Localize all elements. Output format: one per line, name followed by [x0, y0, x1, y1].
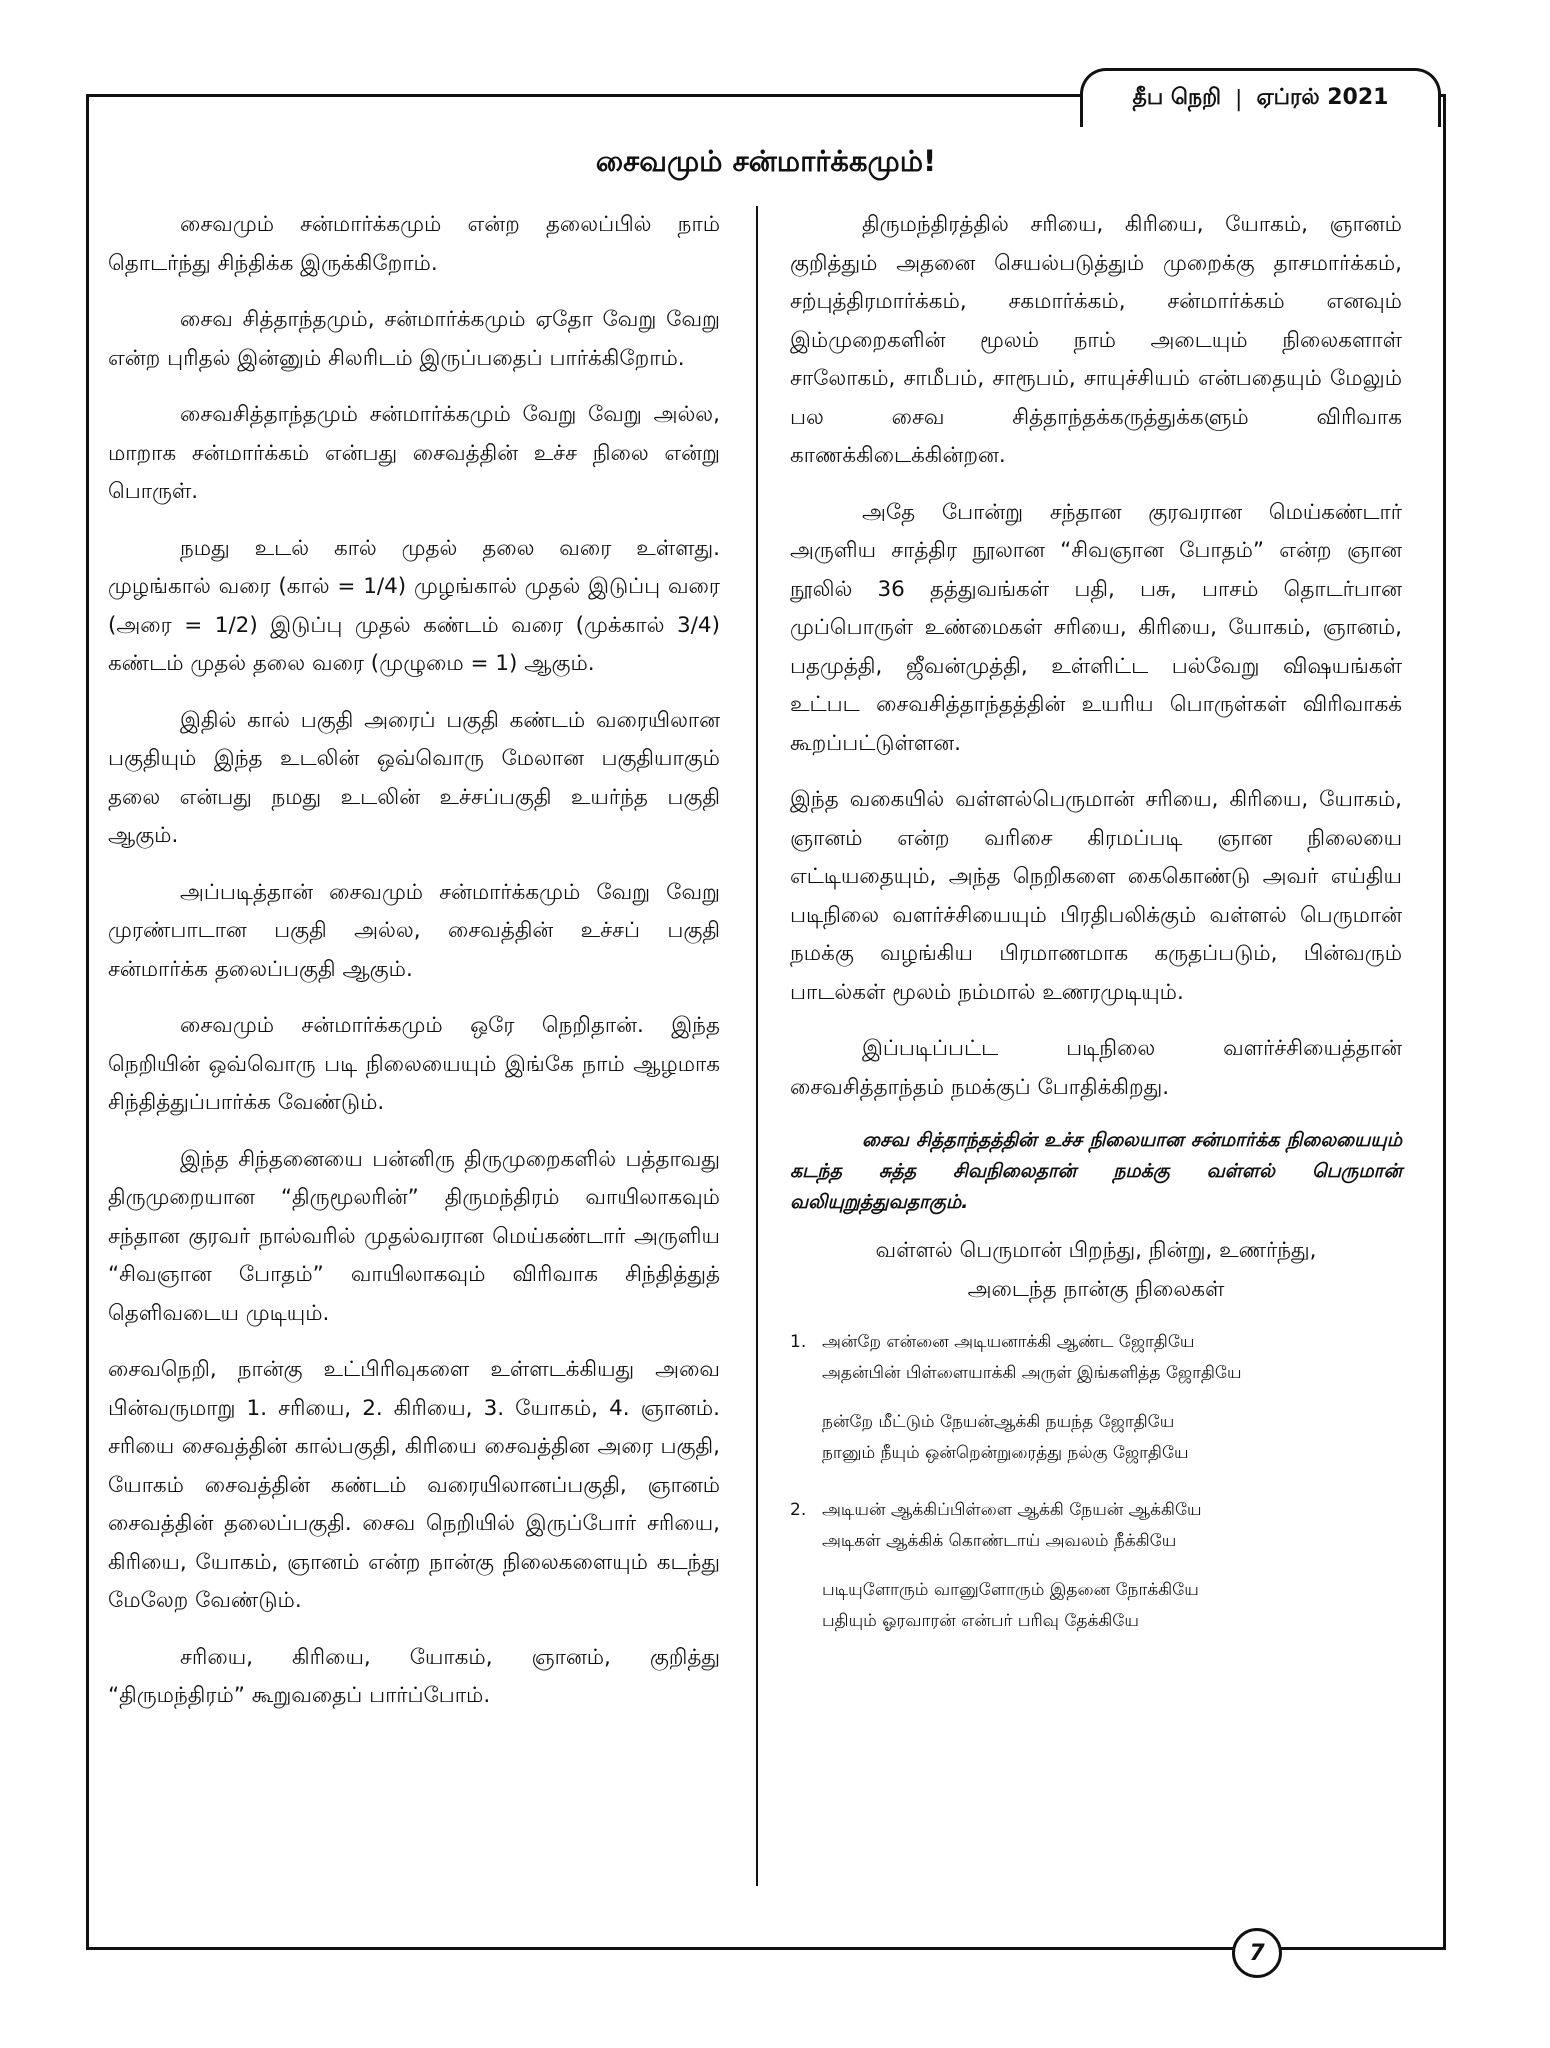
stages-heading-line: வள்ளல் பெருமான் பிறந்து, நின்று, உணர்ந்து,	[875, 1238, 1317, 1263]
verse-number: 2.	[790, 1500, 807, 1520]
verse-line: படியுளோரும் வானுளோரும் இதனை நோக்கியே	[822, 1580, 1199, 1600]
paragraph: திருமந்திரத்தில் சரியை, கிரியை, யோகம், ஞானம் குறித்தும் அதனை செயல்படுத்தும் முறைக்கு தாசமார்க்கம், சற்புத்திரமார்க்கம், சகமார்க்கம், சன்மார்க்கம் எனவும் இம்முறைகளின் மூலம் நாம் அடையும் நிலைகளாள் சாலோகம், சாமீபம், சாரூபம், சாயுச்சியம் என்பதையும் மேலும் பல சைவ சித்தாந்தக்கருத்துக்களும் விரிவாக காணக்கிடைக்கின்றன.	[790, 212, 1402, 468]
verse-line: அடியன் ஆக்கிப்பிள்ளை ஆக்கி நேயன் ஆக்கியே	[822, 1500, 1202, 1520]
column-divider	[756, 206, 758, 1886]
paragraph: சைவமும் சன்மார்க்கமும் ஒரே நெறிதான். இந்த நெறியின் ஒவ்வொரு படி நிலையையும் இங்கே நாம் ஆழமாக சிந்தித்துப்பார்க்க வேண்டும்.	[108, 1013, 720, 1115]
verse-line: பதியும் ஓரவாரன் என்பர் பரிவு தேக்கியே	[822, 1611, 1139, 1631]
issue-date: ஏப்ரல் 2021	[1256, 85, 1389, 110]
paragraph: சைவ சித்தாந்தமும், சன்மார்க்கமும் ஏதோ வேறு வேறு என்ற புரிதல் இன்னும் சிலரிடம் இருப்பதைப் பார்க்கிறோம்.	[108, 307, 720, 371]
stages-heading	[790, 1232, 1402, 1309]
verse-line: நானும் நீயும் ஒன்றென்றுரைத்து நல்கு ஜோதியே	[822, 1443, 1189, 1463]
page-number: 7	[1232, 1928, 1282, 1978]
paragraph: இந்த சிந்தனையை பன்னிரு திருமுறைகளில் பத்தாவது திருமுறையான “திருமூலரின்” திருமந்திரம் வாயிலாகவும் சந்தான குரவர் நால்வரில் முதல்வரான மெய்கண்டார் அருளிய “சிவஞான போதம்” வாயிலாகவும் விரிவாக சிந்தித்துத் தெளிவடைய முடியும்.	[108, 1146, 720, 1326]
left-column	[108, 206, 720, 1734]
paragraph: இந்த வகையில் வள்ளல்பெருமான் சரியை, கிரியை, யோகம், ஞானம் என்ற வரிசை கிரமப்படி ஞான நிலையை எட்டியதையும், அந்த நெறிகளை கைகொண்டு அவர் எய்திய படிநிலை வளர்ச்சியையும் பிரதிபலிக்கும் வள்ளல் பெருமான் நமக்கு வழங்கிய பிரமாணமாக கருதப்படும், பின்வரும் பாடல்கள் மூலம் நம்மால் உணரமுடியும்.	[790, 787, 1402, 1005]
paragraph: அதே போன்று சந்தான குரவரான மெய்கண்டார் அருளிய சாத்திர நூலான “சிவஞான போதம்” என்ற ஞான நூலில் 36 தத்துவங்கள் பதி, பசு, பாசம் தொடர்பான முப்பொருள் உண்மைகள் சரியை, கிரியை, யோகம், ஞானம், பதமுத்தி, ஜீவன்முத்தி, உள்ளிட்ட பல்வேறு விஷயங்கள் உட்பட சைவசித்தாந்தத்தின் உயரிய பொருள்கள் விரிவாகக் கூறப்பட்டுள்ளன.	[790, 499, 1402, 756]
verse-number: 1.	[790, 1332, 807, 1352]
verse-line: நன்றே மீட்டும் நேயன்ஆக்கி நயந்த ஜோதியே	[822, 1412, 1175, 1432]
verse-list	[790, 1327, 1402, 1655]
article-title: சைவமும் சன்மார்க்கமும்!	[595, 144, 937, 178]
right-column	[790, 206, 1402, 1663]
paragraph: சைவநெறி, நான்கு உட்பிரிவுகளை உள்ளடக்கியது அவை பின்வருமாறு 1. சரியை, 2. கிரியை, 3. யோகம், 4. ஞானம். சரியை சைவத்தின் கால்பகுதி, கிரியை சைவத்தின அரை பகுதி, யோகம் சைவத்தின் கண்டம் வரையிலானப்பகுதி, ஞானம் சைவத்தின் தலைப்பகுதி. சைவ நெறியில் இருப்போர் சரியை, கிரியை, யோகம், ஞானம் என்ற நான்கு நிலைகளையும் கடந்து மேலேற வேண்டும்.	[108, 1357, 720, 1613]
paragraph: அப்படித்தான் சைவமும் சன்மார்க்கமும் வேறு வேறு முரண்பாடான பகுதி அல்ல, சைவத்தின் உச்சப் பகுதி சன்மார்க்க தலைப்பகுதி ஆகும்.	[108, 879, 720, 982]
paragraph: சரியை, கிரியை, யோகம், ஞானம், குறித்து “திருமந்திரம்” கூறுவதைப் பார்ப்போம்.	[108, 1644, 720, 1708]
magazine-header	[1080, 68, 1441, 127]
stages-heading-line: அடைந்த நான்கு நிலைகள்	[967, 1276, 1225, 1302]
paragraph: சைவமும் சன்மார்க்கமும் என்ற தலைப்பில் நாம் தொடர்ந்து சிந்திக்க இருக்கிறோம்.	[108, 212, 720, 276]
magazine-name: தீப நெறி	[1132, 85, 1222, 110]
verse-line: அன்றே என்னை அடியனாக்கி ஆண்ட ஜோதியே	[822, 1332, 1195, 1352]
paragraph: இப்படிப்பட்ட படிநிலை வளர்ச்சியைத்தான் சைவசித்தாந்தம் நமக்குப் போதிக்கிறது.	[790, 1036, 1402, 1100]
verse-line: அடிகள் ஆக்கிக் கொண்டாய் அவலம் நீக்கியே	[822, 1531, 1177, 1551]
verse-item	[790, 1495, 1402, 1655]
paragraph: சைவசித்தாந்தமும் சன்மார்க்கமும் வேறு வேறு அல்ல, மாறாக சன்மார்க்கம் என்பது சைவத்தின் உச்ச நிலை என்று பொருள்.	[108, 402, 720, 504]
verse-item	[790, 1327, 1402, 1487]
header-separator: |	[1235, 86, 1243, 112]
paragraph: நமது உடல் கால் முதல் தலை வரை உள்ளது. முழங்கால் வரை (கால் = 1/4) முழங்கால் முதல் இடுப்பு வரை (அரை = 1/2) இடுப்பு முதல் கண்டம் வரை (முக்கால் 3/4) கண்டம் முதல் தலை வரை (முழுமை = 1) ஆகும்.	[108, 535, 720, 676]
verse-line: அதன்பின் பிள்ளையாக்கி அருள் இங்களித்த ஜோதியே	[822, 1363, 1242, 1383]
highlight-quote: சைவ சித்தாந்தத்தின் உச்ச நிலையான சன்மார்க்க நிலையையும் கடந்த சுத்த சிவநிலைதான் நமக்கு வள்ளல் பெருமான் வலியுறுத்துவதாகும்.	[790, 1129, 1402, 1213]
paragraph: இதில் கால் பகுதி அரைப் பகுதி கண்டம் வரையிலான பகுதியும் இந்த உடலின் ஒவ்வொரு மேலான பகுதியாகும் தலை என்பது நமது உடலின் உச்சப்பகுதி உயர்ந்த பகுதி ஆகும்.	[108, 707, 720, 848]
